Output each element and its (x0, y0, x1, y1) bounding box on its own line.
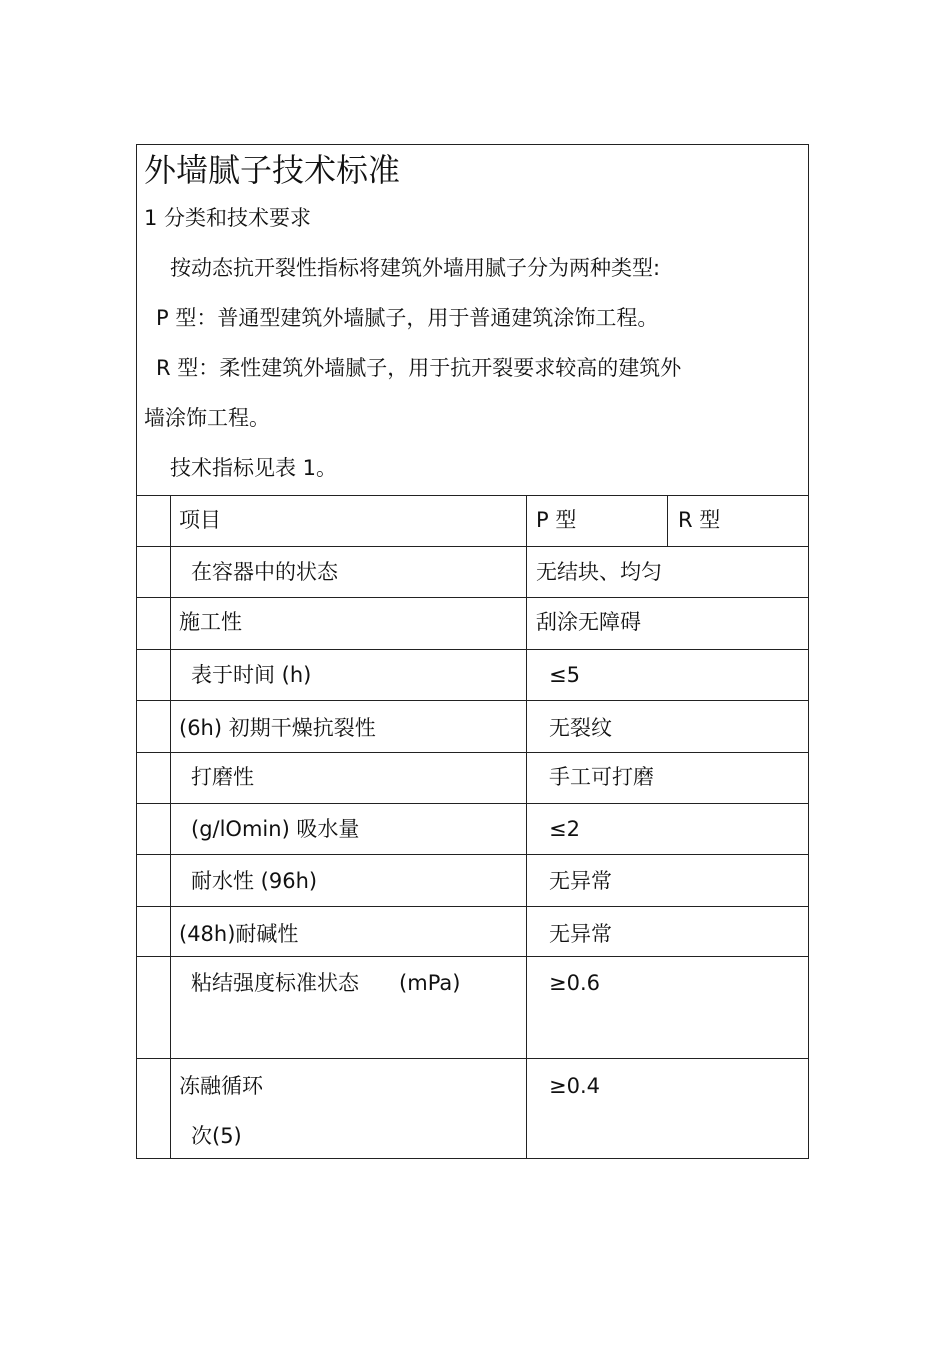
row-value: ≤5 (549, 663, 580, 687)
row-divider (136, 956, 809, 957)
intro-paragraph: 按动态抗开裂性指标将建筑外墙用腻子分为两种类型: (170, 256, 661, 280)
column-divider (526, 495, 527, 1159)
row-item-label: 表于时间 (h) (191, 663, 312, 687)
row-value: ≥0.6 (549, 971, 600, 995)
row-divider (136, 803, 809, 804)
row-item-label: (6h) 初期干燥抗裂性 (179, 716, 376, 740)
row-item-label-continued: 次(5) (191, 1124, 242, 1148)
row-divider (136, 854, 809, 855)
table-top-border (136, 495, 809, 496)
page-title: 外墙腻子技术标准 (144, 151, 401, 189)
type-r-description-continued: 墙涂饰工程。 (144, 406, 270, 430)
row-divider (136, 649, 809, 650)
column-divider (667, 495, 668, 547)
type-r-description: R 型：柔性建筑外墙腻子，用于抗开裂要求较高的建筑外 (156, 356, 682, 380)
row-item-label: 施工性 (179, 610, 242, 634)
row-value: 无异常 (549, 922, 612, 946)
header-item: 项目 (179, 508, 221, 532)
header-r-type: R 型 (678, 508, 721, 532)
table-reference: 技术指标见表 1。 (170, 456, 338, 480)
row-item-label: (48h)耐碱性 (179, 922, 299, 946)
row-value: 无结块、均匀 (536, 560, 662, 584)
row-divider (136, 700, 809, 701)
row-divider (136, 597, 809, 598)
section-heading: 1 分类和技术要求 (144, 206, 312, 230)
row-value: 无异常 (549, 869, 612, 893)
row-divider (136, 1058, 809, 1059)
document-frame (136, 144, 809, 1159)
row-item-label: 打磨性 (191, 765, 254, 789)
row-item-label: 冻融循环 (179, 1074, 263, 1098)
row-item-label: (g/lOmin) 吸水量 (191, 817, 360, 841)
header-p-type: P 型 (536, 508, 577, 532)
row-divider (136, 546, 809, 547)
row-divider (136, 752, 809, 753)
row-item-label: 耐水性 (96h) (191, 869, 318, 893)
row-divider (136, 906, 809, 907)
row-value: 手工可打磨 (549, 765, 654, 789)
row-value: 无裂纹 (549, 716, 612, 740)
row-value: 刮涂无障碍 (536, 610, 641, 634)
column-divider (170, 495, 171, 1159)
row-item-label: 在容器中的状态 (191, 560, 338, 584)
row-item-label: 粘结强度标准状态 (mPa) (191, 971, 461, 995)
type-p-description: P 型：普通型建筑外墙腻子，用于普通建筑涂饰工程。 (156, 306, 659, 330)
row-value: ≤2 (549, 817, 580, 841)
row-value: ≥0.4 (549, 1074, 600, 1098)
